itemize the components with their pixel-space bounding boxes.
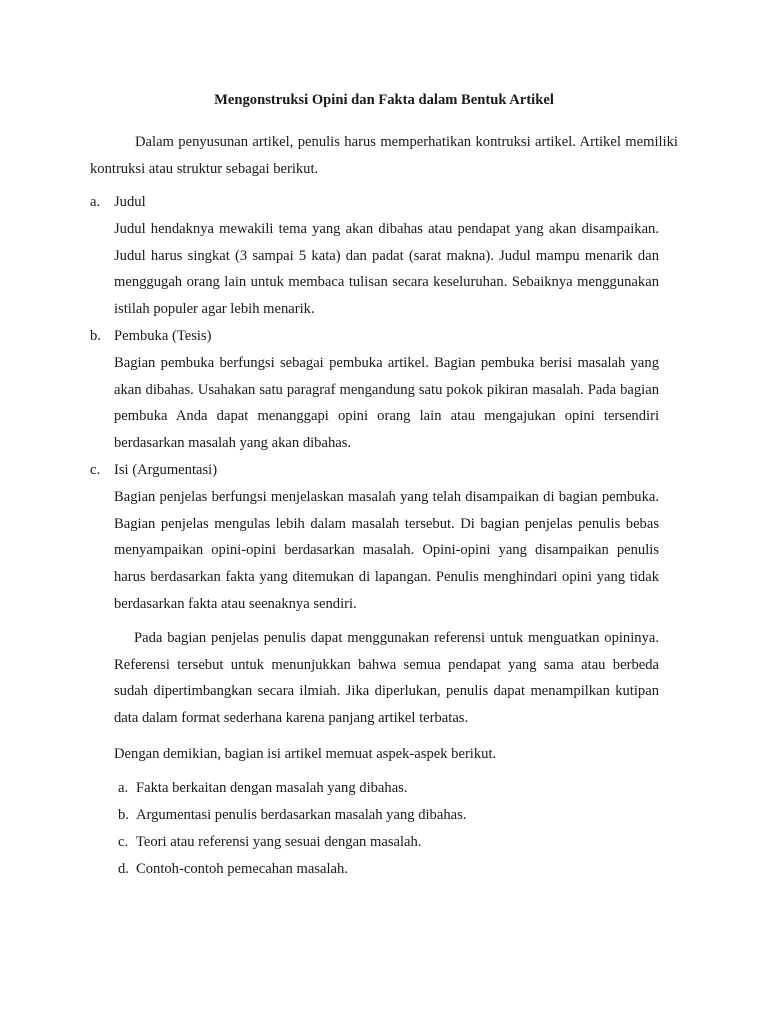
list-marker: c. — [118, 834, 129, 850]
list-marker: a. — [118, 780, 129, 796]
list-item — [118, 834, 421, 851]
section-body-isi: Bagian penjelas berfungsi menjelaskan masalah yang telah disampaikan di bagian pembuka. Bagian penjelas mengulas lebih dalam masalah tersebut. Di bagian penjelas penulis bebas menyampaikan opini-opini berdasarkan masalah. Opini-opini yang disampaikan penulis harus berdasarkan fakta yang ditemukan di lapangan. Penulis menghindari opini yang tidak berdasarkan fakta atau seenaknya sendiri. — [114, 489, 659, 612]
section-body-isi-referensi: Pada bagian penjelas penulis dapat menggunakan referensi untuk menguatkan opininya. Referensi tersebut untuk menunjukkan bahwa semua pendapat yang sama atau berbeda sudah dipertimbangkan secara ilmiah. Jika diperlukan, penulis dapat menampilkan kutipan data dalam format sederhana karena panjang artikel terbatas. — [114, 630, 659, 727]
section-heading-pembuka: Pembuka (Tesis) — [114, 328, 212, 344]
section-heading-judul: Judul — [114, 194, 146, 210]
section-heading-isi: Isi (Argumentasi) — [114, 462, 218, 478]
intro-paragraph: Dalam penyusunan artikel, penulis harus memperhatikan kontruksi artikel. Artikel memiliki kontruksi atau struktur sebagai berikut. — [90, 134, 678, 177]
aspects-lead: Dengan demikian, bagian isi artikel memuat aspek-aspek berikut. — [114, 746, 497, 762]
list-item — [118, 861, 348, 878]
list-item — [118, 780, 408, 797]
list-marker: b. — [118, 807, 129, 823]
document-title: Mengonstruksi Opini dan Fakta dalam Bentuk Artikel — [214, 92, 554, 108]
list-text: Fakta berkaitan dengan masalah yang dibahas. — [136, 780, 408, 796]
list-text: Contoh-contoh pemecahan masalah. — [136, 861, 348, 877]
section-body-judul: Judul hendaknya mewakili tema yang akan dibahas atau pendapat yang akan disampaikan. Judul harus singkat (3 sampai 5 kata) dan padat (sarat makna). Judul mampu menarik dan menggugah orang lain untuk membaca tulisan secara keseluruhan. Sebaiknya menggunakan istilah populer agar lebih menarik. — [114, 221, 659, 318]
section-marker-isi: c. — [90, 462, 101, 478]
section-marker-judul: a. — [90, 194, 101, 210]
list-item — [118, 807, 466, 824]
list-marker: d. — [118, 861, 129, 877]
section-marker-pembuka: b. — [90, 328, 101, 344]
list-text: Teori atau referensi yang sesuai dengan masalah. — [136, 834, 422, 850]
section-body-pembuka: Bagian pembuka berfungsi sebagai pembuka artikel. Bagian pembuka berisi masalah yang akan dibahas. Usahakan satu paragraf mengandung satu pokok pikiran masalah. Pada bagian pembuka Anda dapat menanggapi opini orang lain atau mengajukan opini tersendiri berdasarkan masalah yang akan dibahas. — [114, 355, 659, 452]
list-text: Argumentasi penulis berdasarkan masalah yang dibahas. — [136, 807, 467, 823]
